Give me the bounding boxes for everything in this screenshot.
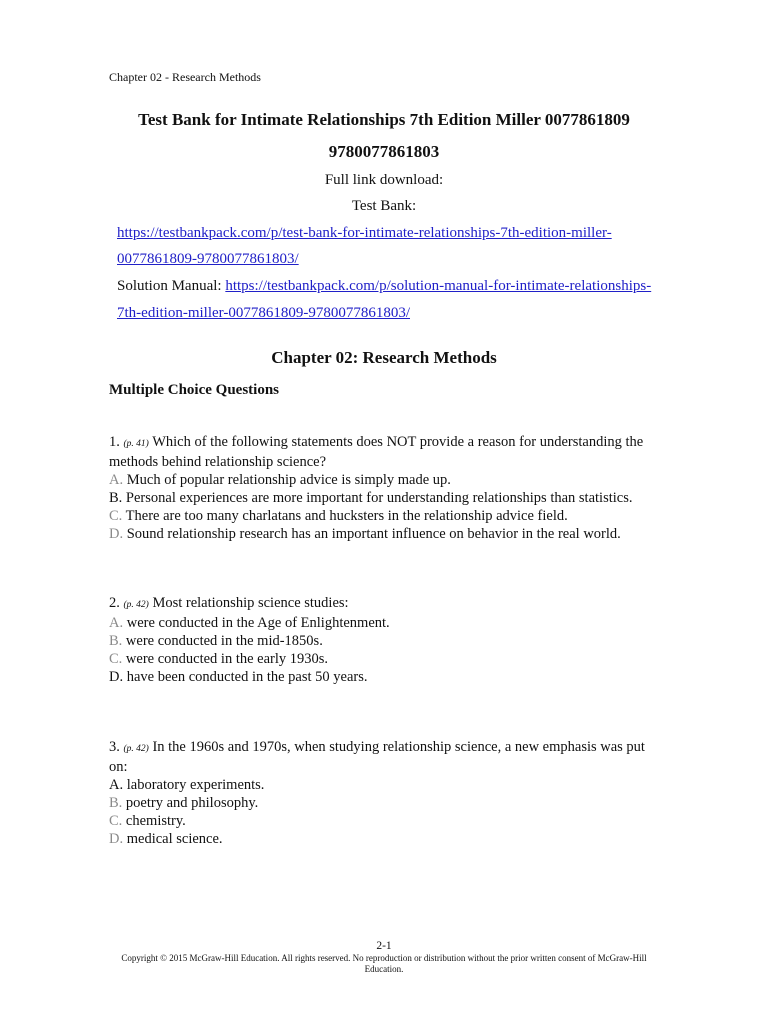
question-number: 2.: [109, 595, 120, 611]
option-c: [109, 650, 390, 668]
option-d: [109, 525, 643, 543]
question-1: [109, 433, 643, 543]
copyright-text: Copyright © 2015 McGraw-Hill Education. All rights reserved. No reproduction or distribution without the prior written consent of McGraw-Hill Education.: [121, 953, 647, 974]
option-b: [109, 794, 645, 812]
option-text: There are too many charlatans and hucksters in the relationship advice field.: [125, 508, 568, 524]
document-title-line-2: 9780077861803: [328, 142, 440, 161]
test-bank-link-continued[interactable]: 0077861809-9780077861803/: [117, 251, 299, 267]
option-a: [109, 776, 645, 794]
document-title-line-1: Test Bank for Intimate Relationships 7th Edition Miller 0077861809: [138, 110, 630, 129]
question-text: Most relationship science studies:: [152, 595, 349, 611]
option-text: medical science.: [126, 831, 223, 847]
option-letter: A.: [109, 615, 124, 631]
option-letter: C.: [109, 813, 123, 829]
option-b: [109, 489, 643, 507]
option-letter: D.: [109, 526, 124, 542]
option-a: [109, 614, 390, 632]
option-letter: D.: [109, 669, 124, 685]
option-text: poetry and philosophy.: [125, 795, 259, 811]
question-text-continued: on:: [109, 759, 128, 775]
option-a: [109, 471, 643, 489]
option-text: were conducted in the mid-1850s.: [125, 633, 323, 649]
option-letter: C.: [109, 508, 123, 524]
option-text: chemistry.: [125, 813, 186, 829]
option-letter: B.: [109, 795, 123, 811]
question-text-continued: methods behind relationship science?: [109, 454, 327, 470]
option-c: [109, 812, 645, 830]
page-reference: (p. 42): [123, 600, 149, 610]
page-reference: (p. 41): [123, 439, 149, 449]
page-reference: (p. 42): [123, 744, 149, 754]
section-title: Multiple Choice Questions: [109, 382, 280, 398]
option-letter: A.: [109, 472, 124, 488]
option-b: [109, 632, 390, 650]
option-text: Personal experiences are more important for understanding relationships than statistics.: [125, 490, 633, 506]
chapter-title: Chapter 02: Research Methods: [271, 348, 497, 367]
page-number: 2-1: [376, 940, 392, 952]
question-text: Which of the following statements does NOT provide a reason for understanding the: [152, 434, 644, 450]
solution-manual-link[interactable]: https://testbankpack.com/p/solution-manual-for-intimate-relationships-: [225, 278, 652, 294]
full-link-label: Full link download:: [324, 172, 444, 188]
option-text: Much of popular relationship advice is simply made up.: [126, 472, 451, 488]
option-d: [109, 668, 390, 686]
option-c: [109, 507, 643, 525]
solution-manual-label: Solution Manual:: [117, 278, 226, 294]
option-letter: D.: [109, 831, 124, 847]
question-3: [109, 738, 645, 848]
copyright-notice: [0, 953, 768, 975]
question-number: 3.: [109, 739, 120, 755]
option-text: laboratory experiments.: [126, 777, 265, 793]
option-d: [109, 830, 645, 848]
question-number: 1.: [109, 434, 120, 450]
option-letter: C.: [109, 651, 123, 667]
option-letter: B.: [109, 490, 123, 506]
option-text: have been conducted in the past 50 years.: [126, 669, 368, 685]
running-header: Chapter 02 - Research Methods: [109, 70, 261, 84]
question-text: In the 1960s and 1970s, when studying relationship science, a new emphasis was put: [152, 739, 645, 755]
question-2: [109, 594, 390, 686]
test-bank-link[interactable]: https://testbankpack.com/p/test-bank-for-intimate-relationships-7th-edition-miller-: [117, 225, 612, 241]
option-text: were conducted in the Age of Enlightenment.: [126, 615, 390, 631]
option-letter: B.: [109, 633, 123, 649]
solution-manual-link-continued[interactable]: 7th-edition-miller-0077861809-9780077861803/: [117, 305, 410, 321]
option-text: were conducted in the early 1930s.: [125, 651, 329, 667]
option-text: Sound relationship research has an important influence on behavior in the real world.: [126, 526, 621, 542]
test-bank-label: Test Bank:: [351, 198, 417, 214]
option-letter: A.: [109, 777, 124, 793]
